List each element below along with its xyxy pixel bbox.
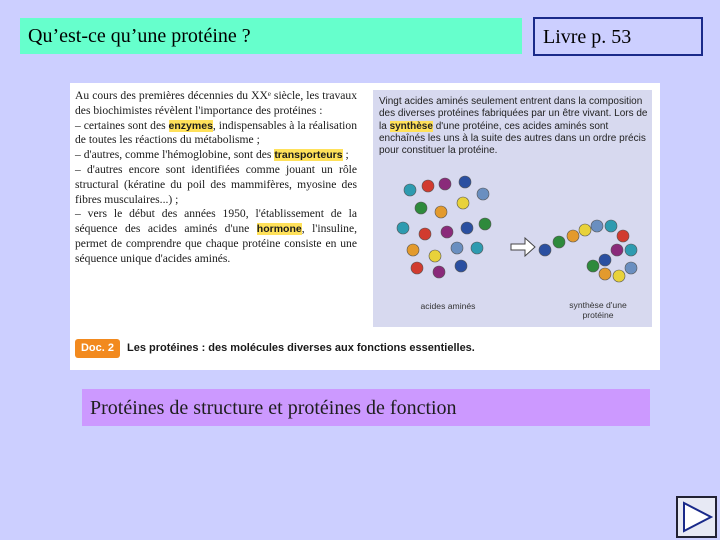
amino-acid-circle (579, 224, 591, 236)
amino-acid-circle (411, 262, 423, 274)
document-image (70, 83, 660, 370)
protein-chain (539, 220, 637, 282)
play-triangle-icon (678, 498, 715, 536)
book-reference: Livre p. 53 (533, 17, 703, 56)
body-item-structural: – d'autres encore sont identifiées comme jouant un rôle structural (kératine du poil des mammifères, myosine des fibres musculaires...) ; (75, 162, 357, 206)
amino-acid-circle (539, 244, 551, 256)
amino-acid-circle (587, 260, 599, 272)
body-item-transporters: – d'autres, comme l'hémoglobine, sont des transporteurs ; (75, 148, 349, 162)
amino-acid-circle (471, 242, 483, 254)
amino-acid-circle (397, 222, 409, 234)
answer-box: Protéines de structure et protéines de fonction (82, 389, 650, 426)
highlight-hormone: hormone (256, 223, 302, 236)
amino-acid-circle (415, 202, 427, 214)
highlight-synthese: synthèse (389, 120, 433, 132)
amino-acid-circle (439, 178, 451, 190)
amino-acid-circle (435, 206, 447, 218)
amino-acid-circle (457, 197, 469, 209)
caption-protein-synthesis: synthèse d'une protéine (569, 300, 627, 320)
amino-acid-circle (591, 220, 603, 232)
amino-acid-circle (599, 254, 611, 266)
amino-acid-circle (429, 250, 441, 262)
highlight-enzymes: enzymes (168, 119, 213, 132)
amino-acid-circle (419, 228, 431, 240)
amino-acid-circle (451, 242, 463, 254)
amino-acid-circle (611, 244, 623, 256)
document-body-text (75, 89, 357, 267)
amino-acid-circle (461, 222, 473, 234)
amino-acid-circle (605, 220, 617, 232)
amino-acid-circle (404, 184, 416, 196)
highlight-transporteurs: transporteurs (274, 149, 343, 162)
amino-acid-circle (479, 218, 491, 230)
amino-acid-circle (553, 236, 565, 248)
amino-acid-circle (422, 180, 434, 192)
doc-caption: Les protéines : des molécules diverses aux fonctions essentielles. (127, 342, 475, 354)
amino-acid-illustration (373, 90, 652, 327)
amino-acid-circle (617, 230, 629, 242)
amino-acid-circle (441, 226, 453, 238)
amino-acid-circle (613, 270, 625, 282)
slide-title: Qu’est-ce qu’une protéine ? (20, 18, 522, 54)
panel-text: Vingt acides aminés seulement entrent dans la composition des diverses protéines fabriquées par un être vivant. Lors de la synthèse d'une protéine, ces acides aminés sont enchaînés les uns à la suite des autres dans un ordre précis pour constituer la protéine. (379, 96, 648, 157)
amino-acid-circle (625, 262, 637, 274)
amino-acid-circle (567, 230, 579, 242)
hollow-right-arrow-icon (511, 238, 535, 256)
amino-acid-circle (459, 176, 471, 188)
free-amino-acids (397, 176, 491, 278)
amino-acid-circle (407, 244, 419, 256)
caption-amino-acids: acides aminés (420, 301, 476, 311)
body-item-hormone: – vers le début des années 1950, l'établissement de la séquence des acides aminés d'une hormone, l'insuline, permet de comprendre que chaque protéine consiste en une séquence unique d'acides aminés. (75, 207, 358, 265)
amino-acid-circle (599, 268, 611, 280)
body-item-enzymes: – certaines sont des enzymes, indispensables à la réalisation de toutes les réactions du métabolisme ; (75, 118, 357, 147)
amino-acid-circle (455, 260, 467, 272)
body-intro: Au cours des premières décennies du XXᵉ siècle, les travaux des biochimistes révèlent l'importance des protéines : (75, 89, 357, 117)
next-slide-button[interactable] (676, 496, 717, 538)
amino-acid-circle (625, 244, 637, 256)
doc-label-badge: Doc. 2 (75, 339, 120, 358)
amino-acid-circle (477, 188, 489, 200)
amino-acid-circle (433, 266, 445, 278)
amino-acid-panel (373, 90, 652, 327)
